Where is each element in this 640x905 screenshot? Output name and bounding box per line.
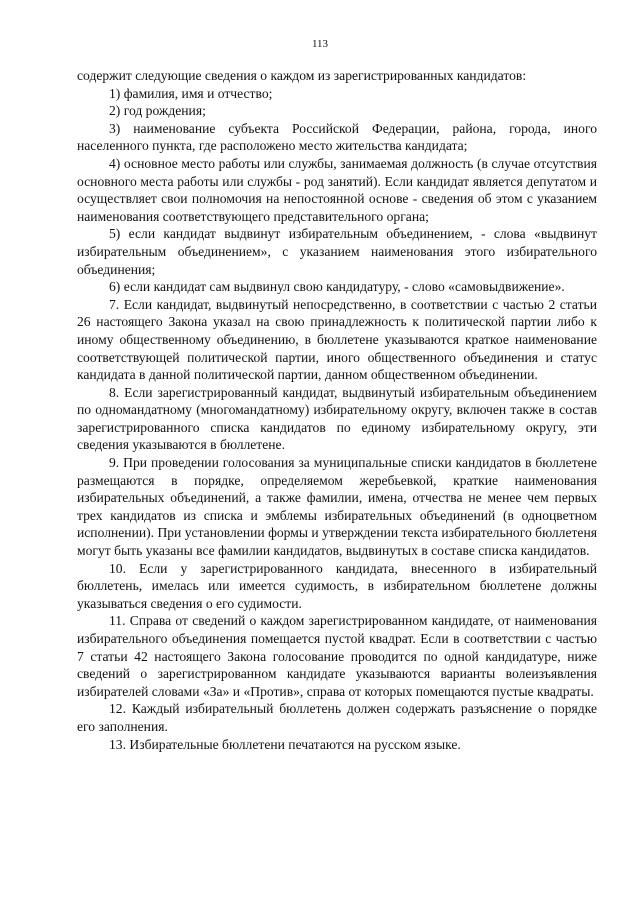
paragraph-clause-9: 9. При проведении голосования за муниципальные списки кандидатов в бюллетене размещаются в порядке, определяемом жеребьевкой, краткие наименования избирательных объединений, а также фамилии, имена, отчества не менее чем первых трех кандидатов из списка и эмблемы избирательных объединений (в одноцветном исполнении). При установлении формы и утверждении текста избирательного бюллетеня могут быть указаны все фамилии кандидатов, выдвинутых в составе списка кандидатов.: [77, 455, 597, 559]
paragraph-continuation: содержит следующие сведения о каждом из зарегистрированных кандидатов:: [77, 68, 527, 83]
page-number: 113: [311, 38, 329, 50]
paragraph-clause-12: 12. Каждый избирательный бюллетень должен содержать разъяснение о порядке его заполнения.: [77, 701, 597, 734]
list-item-birth-year: 2) год рождения;: [109, 103, 206, 119]
paragraph-clause-13: 13. Избирательные бюллетени печатаются на русском языке.: [109, 736, 461, 752]
list-item-workplace: 4) основное место работы или службы, занимаемая должность (в случае отсутствия основного места работы или службы - род занятий). Если кандидат является депутатом и осуществляет свои полномочия на непостоянной основе - сведения об этом с указанием наименования соответствующего представительного органа;: [77, 155, 597, 224]
list-item-residence: 3) наименование субъекта Российской Федерации, района, города, иного населенного пункта, где расположено место жительства кандидата;: [77, 120, 597, 154]
paragraph-clause-8: 8. Если зарегистрированный кандидат, выдвинутый избирательным объединением по одномандатному (многомандатному) избирательному округу, включен также в состав зарегистрированного списка кандидатов по единому избирательному округу, эти сведения указываются в бюллетене.: [77, 384, 597, 453]
list-item-nominated-by-association: 5) если кандидат выдвинут избирательным объединением, - слова «выдвинут избирательным объединением», с указанием наименования этого избирательного объединения;: [77, 226, 597, 277]
list-item-self-nomination: 6) если кандидат сам выдвинул свою кандидатуру, - слово «самовыдвижение».: [109, 279, 565, 295]
paragraph-clause-11: 11. Справа от сведений о каждом зарегистрированном кандидате, от наименования избирательного объединения помещается пустой квадрат. Если в соответствии с частью 7 статьи 42 настоящего Закона голосование проводится по одной кандидатуре, ниже сведений о зарегистрированном кандидате указываются варианты волеизъявления избирателей словами «За» и «Против», справа от которых помещаются пустые квадраты.: [77, 613, 597, 699]
paragraph-clause-10: 10. Если у зарегистрированного кандидата, внесенного в избирательный бюллетень, имелась или имеется судимость, в избирательном бюллетене должны указываться сведения о его судимости.: [77, 560, 597, 611]
list-item-full-name: 1) фамилия, имя и отчество;: [109, 85, 273, 101]
paragraph-clause-7: 7. Если кандидат, выдвинутый непосредственно, в соответствии с частью 2 статьи 26 настоящего Закона указал на свою принадлежность к политической партии либо к иному общественному объединению, в бюллетене указываются краткое наименование соответствующей политической партии, иного общественного объединения и статус кандидата в данной политической партии, данном общественном объединении.: [77, 296, 597, 383]
body-text: [77, 67, 597, 753]
